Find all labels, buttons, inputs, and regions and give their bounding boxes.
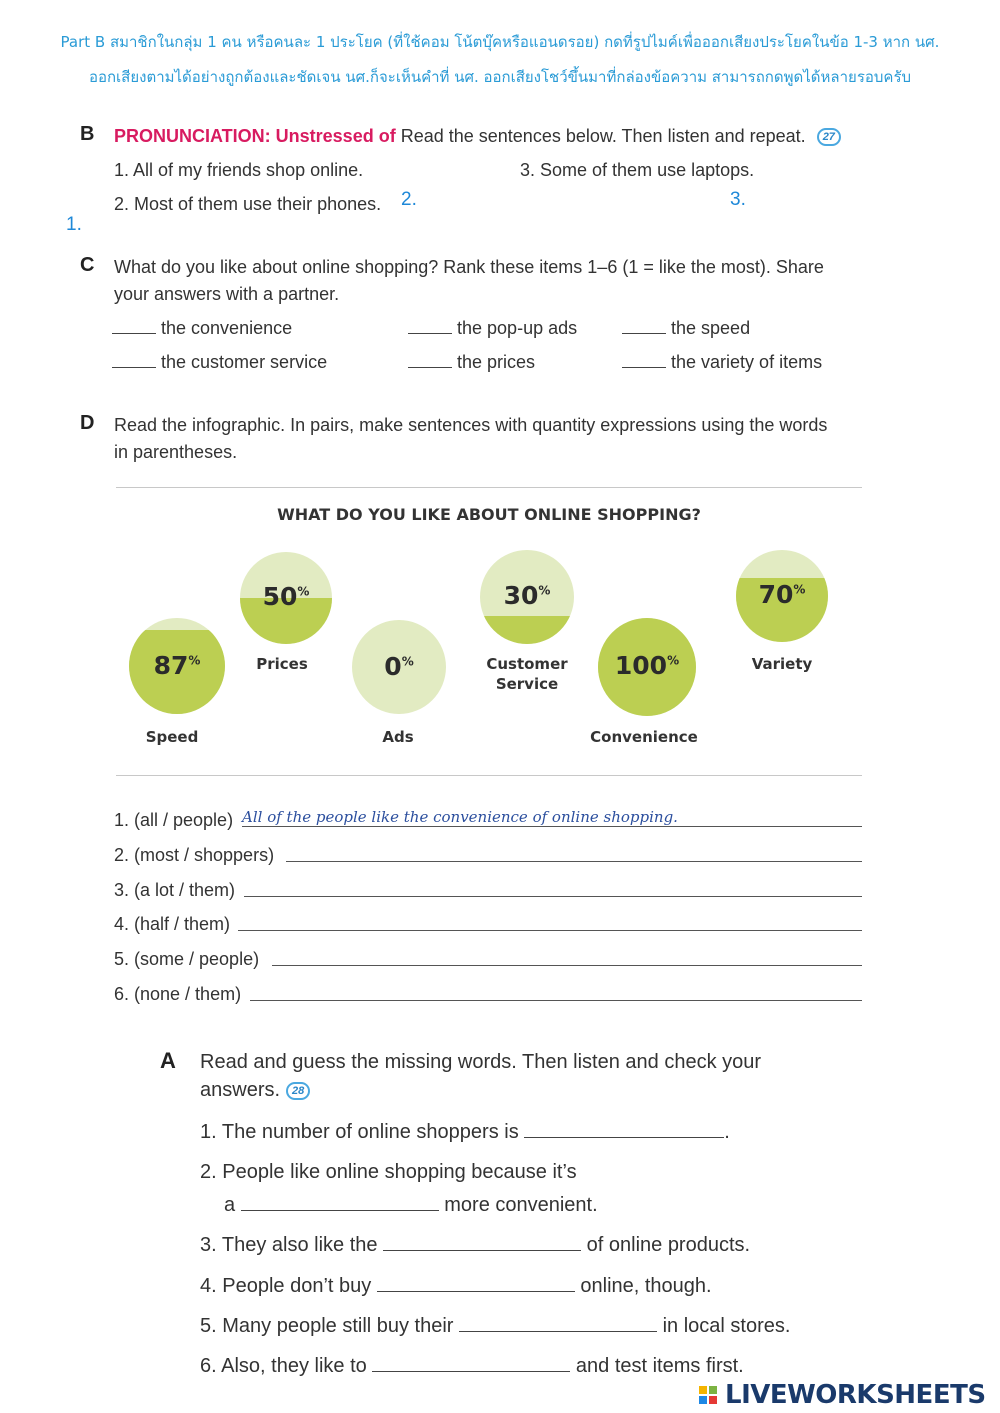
question-5: 5. Many people still buy their in local stores. — [200, 1315, 791, 1337]
rank-item-convenience — [112, 318, 292, 339]
mic-button-2[interactable]: 2. — [401, 189, 417, 210]
label-variety: Variety — [751, 655, 813, 673]
rank-label: the pop-up ads — [457, 318, 578, 338]
rank-label: the customer service — [161, 352, 328, 372]
label-ads: Ads — [382, 728, 414, 746]
answer-line-2[interactable] — [286, 861, 862, 862]
blank-3[interactable] — [383, 1250, 581, 1251]
section-c-instruction-2: your answers with a partner. — [114, 284, 340, 304]
circle-prices — [240, 552, 332, 644]
section-b-heading — [114, 126, 841, 147]
section-d-instruction-1: Read the infographic. In pairs, make sentences with quantity expressions using the words — [114, 415, 828, 435]
prompt-6: 6. (none / them) — [114, 984, 242, 1004]
section-a-label: A — [160, 1048, 176, 1073]
logo-icon — [698, 1385, 722, 1405]
rank-blank[interactable] — [622, 333, 666, 334]
question-6: 6. Also, they like to and test items first. — [200, 1355, 744, 1377]
mic-button-3[interactable]: 3. — [730, 189, 746, 210]
circle-value: 50% — [262, 582, 310, 611]
pron-sentence-3: 3. Some of them use laptops. — [520, 160, 755, 180]
rank-label: the prices — [457, 352, 536, 372]
answer-line-4[interactable] — [238, 930, 862, 931]
rank-label: the convenience — [161, 318, 293, 338]
circle-value: 70% — [758, 580, 806, 609]
prompt-1: 1. (all / people) — [114, 810, 234, 830]
prompt-3: 3. (a lot / them) — [114, 880, 236, 900]
circle-fill — [480, 616, 574, 644]
circle-convenience — [598, 618, 696, 716]
prompt-2: 2. (most / shoppers) — [114, 845, 275, 865]
rank-blank[interactable] — [408, 333, 452, 334]
label-convenience: Convenience — [590, 728, 698, 746]
circle-ads — [352, 620, 446, 714]
label-service: Service — [495, 675, 559, 693]
rank-item-prices — [408, 352, 535, 373]
divider — [116, 487, 862, 488]
pron-sentence-1: 1. All of my friends shop online. — [114, 160, 364, 180]
label-customer: Customer — [486, 655, 568, 673]
question-2-line1: 2. People like online shopping because it’s — [200, 1161, 577, 1183]
section-c-instruction-1: What do you like about online shopping? Rank these items 1–6 (1 = like the most). Share — [114, 257, 824, 277]
prompt-5: 5. (some / people) — [114, 949, 260, 969]
rank-blank[interactable] — [112, 333, 156, 334]
section-b-instruction: Read the sentences below. Then listen and repeat. — [400, 126, 806, 146]
rank-blank[interactable] — [622, 367, 666, 368]
answer-line-5[interactable] — [272, 965, 862, 966]
question-1: 1. The number of online shoppers is . — [200, 1121, 730, 1143]
circle-value: 0% — [384, 652, 414, 681]
blank-5[interactable] — [459, 1331, 657, 1332]
blank-6[interactable] — [372, 1371, 570, 1372]
circle-value: 30% — [503, 581, 551, 610]
rank-item-customer-service — [112, 352, 327, 373]
rank-blank[interactable] — [112, 367, 156, 368]
question-4: 4. People don’t buy online, though. — [200, 1275, 712, 1297]
rank-item-popup-ads — [408, 318, 577, 339]
example-answer: All of the people like the convenience of online shopping. — [242, 808, 678, 826]
section-a-instruction-2: answers. — [200, 1079, 281, 1101]
rank-blank[interactable] — [408, 367, 452, 368]
intro-line-2: ออกเสียงตามได้อย่างถูกต้องและชัดเจน นศ.ก็จะเห็นคำที่ นศ. ออกเสียงโชว์ขึ้นมาที่กล่องข้อความ สามารถกดพูดได้หลายรอบครับ — [88, 68, 912, 86]
question-3: 3. They also like the of online products. — [200, 1234, 751, 1256]
circle-value: 87% — [153, 651, 201, 680]
section-d-label: D — [80, 412, 95, 434]
section-d-instruction-2: in parentheses. — [114, 442, 238, 462]
rank-item-speed — [622, 318, 750, 339]
answer-line-3[interactable] — [244, 896, 862, 897]
section-b-label: B — [80, 123, 95, 145]
circle-variety — [736, 550, 828, 642]
circle-customer-service — [480, 550, 574, 644]
blank-2[interactable] — [241, 1210, 439, 1211]
infographic-title: WHAT DO YOU LIKE ABOUT ONLINE SHOPPING? — [277, 505, 701, 524]
rank-label: the speed — [671, 318, 751, 338]
rank-label: the variety of items — [671, 352, 823, 372]
section-a-instruction-2-row — [200, 1079, 310, 1102]
prompt-4: 4. (half / them) — [114, 914, 231, 934]
blank-4[interactable] — [377, 1291, 575, 1292]
question-2-line2: a more convenient. — [224, 1194, 598, 1216]
answer-line-1[interactable] — [242, 826, 862, 827]
circle-value: 100% — [614, 651, 680, 680]
circle-speed — [129, 618, 225, 714]
divider — [116, 775, 862, 776]
pronunciation-title: PRONUNCIATION: Unstressed of — [114, 126, 396, 146]
pron-sentence-2: 2. Most of them use their phones. — [114, 194, 382, 214]
label-speed: Speed — [145, 728, 199, 746]
answer-line-6[interactable] — [250, 1000, 862, 1001]
blank-1[interactable] — [524, 1137, 724, 1138]
rank-item-variety — [622, 352, 822, 373]
logo-text: LIVEWORKSHEETS — [725, 1380, 986, 1410]
audio-icon-28[interactable]: 28 — [286, 1082, 310, 1100]
mic-button-1[interactable]: 1. — [66, 214, 82, 235]
section-c-label: C — [80, 254, 95, 276]
liveworksheets-logo — [698, 1380, 986, 1410]
label-prices: Prices — [256, 655, 308, 673]
intro-line-1: Part B สมาชิกในกลุ่ม 1 คน หรือคนละ 1 ประโยค (ที่ใช้คอม โน้ตบุ๊คหรือแอนดรอย) กดที่รูปไมค์เพื่อออกเสียงประโยคในข้อ 1-3 หาก นศ. — [60, 33, 940, 51]
section-a-instruction-1: Read and guess the missing words. Then listen and check your — [200, 1051, 762, 1073]
audio-icon-27[interactable]: 27 — [817, 128, 841, 146]
